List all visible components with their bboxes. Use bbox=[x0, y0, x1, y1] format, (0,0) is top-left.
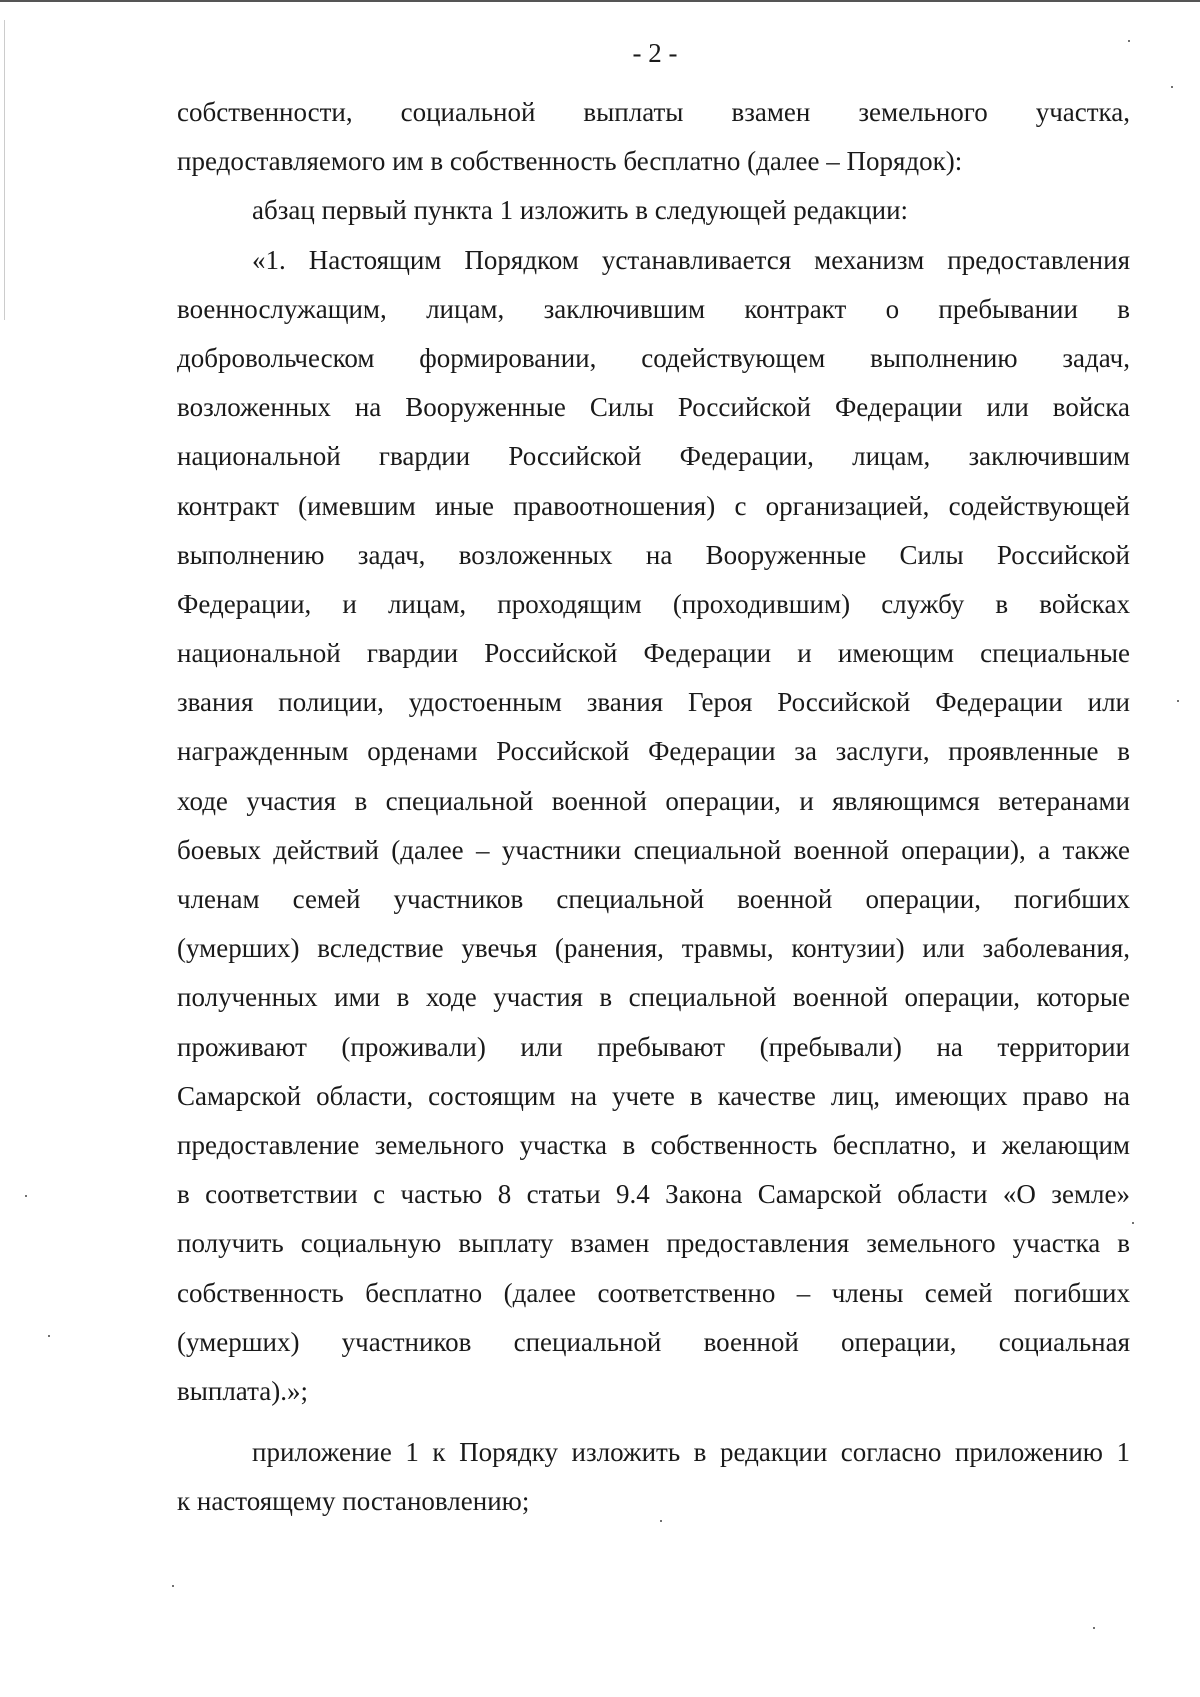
text-line: военнослужащим, лицам, заключившим контракт о пребывании в bbox=[177, 293, 1130, 324]
text-line: предоставление земельного участка в собственность бесплатно, и желающим bbox=[177, 1129, 1130, 1160]
text-line: проживают (проживали) или пребывают (пребывали) на территории bbox=[177, 1031, 1130, 1062]
page-number: - 2 - bbox=[632, 38, 678, 68]
text-line: собственности, социальной выплаты взамен земельного участка, bbox=[177, 97, 1130, 127]
scan-speck bbox=[1128, 40, 1130, 42]
text-line: собственность бесплатно (далее соответственно – члены семей погибших bbox=[177, 1277, 1130, 1308]
scan-speck bbox=[660, 1520, 662, 1522]
paragraph-instruction-2 bbox=[177, 1428, 1130, 1526]
scan-speck bbox=[1177, 700, 1179, 702]
text-line: «1. Настоящим Порядком устанавливается механизм предоставления bbox=[252, 244, 1130, 275]
text-line: членам семей участников специальной военной операции, погибших bbox=[177, 884, 1130, 914]
text-line: боевых действий (далее – участники специальной военной операции), а также bbox=[177, 834, 1130, 865]
text-line: возложенных на Вооруженные Силы Российской Федерации или войска bbox=[177, 392, 1130, 423]
text-line: предоставляемого им в собственность бесплатно (далее – Порядок): bbox=[177, 146, 963, 177]
paragraph-instruction-1 bbox=[177, 186, 1130, 235]
text-line: получить социальную выплату взамен предоставления земельного участка в bbox=[177, 1228, 1130, 1259]
scan-speck bbox=[172, 1585, 174, 1587]
text-line: (умерших) участников специальной военной операции, социальная bbox=[177, 1326, 1130, 1357]
text-line: национальной гвардии Российской Федерации и имеющим специальные bbox=[177, 638, 1130, 669]
text-line: выплата).»; bbox=[177, 1375, 308, 1406]
text-line: абзац первый пункта 1 изложить в следующей редакции: bbox=[252, 195, 909, 226]
scan-speck bbox=[1093, 1627, 1095, 1629]
text-line: контракт (имевшим иные правоотношения) с организацией, содействующей bbox=[177, 490, 1130, 521]
text-line: добровольческом формировании, содействующем выполнению задач, bbox=[177, 342, 1130, 373]
scan-speck bbox=[1171, 86, 1173, 88]
text-line: звания полиции, удостоенным звания Героя Российской Федерации или bbox=[177, 687, 1130, 718]
scan-speck bbox=[48, 1335, 50, 1337]
document-body bbox=[177, 88, 1130, 1526]
text-line: полученных ими в ходе участия в специальной военной операции, которые bbox=[177, 982, 1130, 1013]
text-line: Федерации, и лицам, проходящим (проходившим) службу в войсках bbox=[177, 588, 1130, 619]
scan-speck bbox=[1132, 1222, 1134, 1224]
paragraph-gap bbox=[177, 1416, 1130, 1428]
text-line: национальной гвардии Российской Федерации, лицам, заключившим bbox=[177, 441, 1130, 472]
text-line: Самарской области, состоящим на учете в качестве лиц, имеющих право на bbox=[177, 1080, 1130, 1111]
scan-top-edge bbox=[0, 0, 1200, 2]
text-line: (умерших) вследствие увечья (ранения, травмы, контузии) или заболевания, bbox=[177, 933, 1130, 964]
text-line: к настоящему постановлению; bbox=[177, 1486, 530, 1517]
scan-speck bbox=[25, 1195, 27, 1197]
text-line: в соответствии с частью 8 статьи 9.4 Закона Самарской области «О земле» bbox=[177, 1179, 1130, 1210]
text-line: приложение 1 к Порядку изложить в редакции согласно приложению 1 bbox=[252, 1437, 1130, 1468]
paragraph-intro bbox=[177, 88, 1130, 186]
text-line: награжденным орденами Российской Федерации за заслуги, проявленные в bbox=[177, 736, 1130, 767]
text-line: ходе участия в специальной военной операции, и являющимся ветеранами bbox=[177, 785, 1130, 816]
text-line: выполнению задач, возложенных на Вооруженные Силы Российской bbox=[177, 539, 1130, 570]
paragraph-clause-1 bbox=[177, 236, 1130, 1417]
